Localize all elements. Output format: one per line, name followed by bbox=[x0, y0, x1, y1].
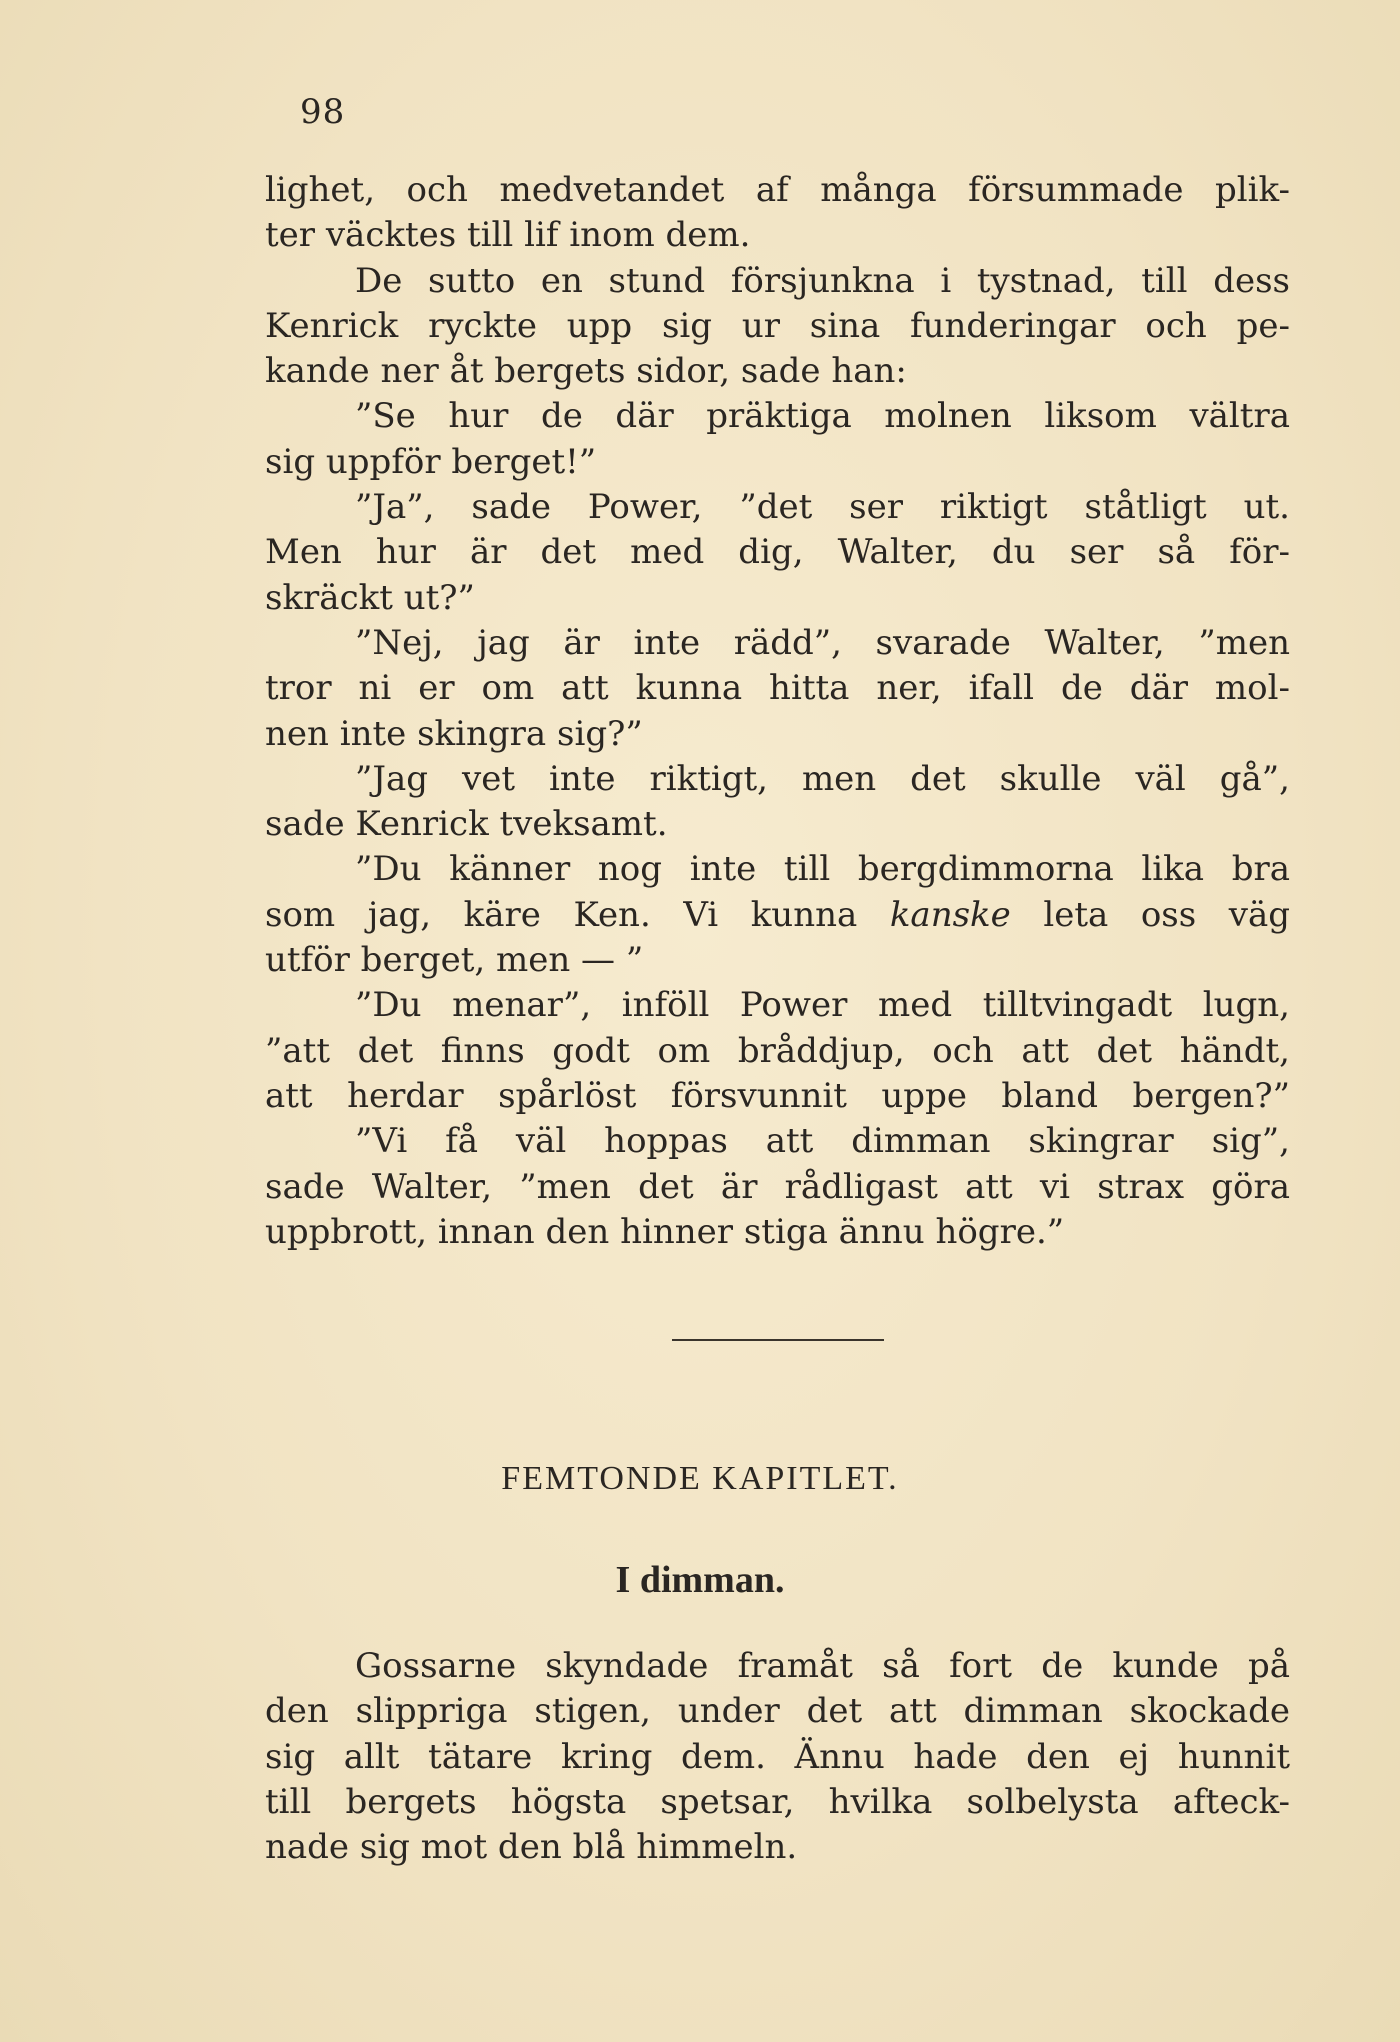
text-line: sig uppför berget!” bbox=[265, 441, 597, 482]
body-text bbox=[265, 168, 1290, 1255]
text-line: lighet, och medvetandet af många försummade plik- bbox=[265, 170, 1290, 210]
text-line: den slippriga stigen, under det att dimman skockade bbox=[265, 1691, 1290, 1732]
text-line: ter väcktes till lif inom dem. bbox=[265, 215, 751, 256]
text-line: nen inte skingra sig?” bbox=[265, 713, 643, 754]
text-line: ”Vi få väl hoppas att dimman skingrar sig”, bbox=[355, 1121, 1290, 1162]
text-line: sade Kenrick tveksamt. bbox=[265, 804, 668, 845]
text-line: ”Du menar”, inföll Power med tilltvingadt lugn, bbox=[355, 985, 1290, 1026]
text-line: tror ni er om att kunna hitta ner, ifall de där mol- bbox=[265, 668, 1290, 709]
text-line: Men hur är det med dig, Walter, du ser så för- bbox=[265, 532, 1290, 573]
text-line: nade sig mot den blå himmeln. bbox=[265, 1827, 798, 1868]
page-number: 98 bbox=[300, 92, 346, 132]
text-line: ”Ja”, sade Power, ”det ser riktigt ståtligt ut. bbox=[355, 487, 1290, 528]
text-line: att herdar spårlöst försvunnit uppe bland bergen?” bbox=[265, 1075, 1290, 1116]
text-line: ”Jag vet inte riktigt, men det skulle väl gå”, bbox=[355, 758, 1290, 799]
chapter-title: I dimman. bbox=[615, 1559, 785, 1601]
text-line: sig allt tätare kring dem. Ännu hade den ej hunnit bbox=[265, 1736, 1290, 1777]
italic-word: kanske bbox=[889, 894, 1011, 935]
text-line: till bergets högsta spetsar, hvilka solbelysta afteck- bbox=[265, 1781, 1290, 1822]
text-line: Gossarne skyndade framåt så fort de kunde på bbox=[355, 1646, 1290, 1686]
text-segment: som jag, käre Ken. Vi kunna bbox=[265, 894, 890, 935]
chapter-heading: FEMTONDE KAPITLET. bbox=[501, 1460, 899, 1497]
text-line: ”Se hur de där präktiga molnen liksom vältra bbox=[355, 396, 1290, 437]
text-line: utför berget, men — ” bbox=[265, 940, 644, 981]
text-line: Kenrick ryckte upp sig ur sina funderingar och pe- bbox=[265, 305, 1290, 346]
text-line: De sutto en stund försjunkna i tystnad, till dess bbox=[355, 260, 1290, 301]
section-divider bbox=[672, 1339, 884, 1341]
text-line: sade Walter, ”men det är rådligast att vi strax göra bbox=[265, 1166, 1290, 1207]
text-line-with-italic bbox=[265, 893, 1290, 938]
text-segment: leta oss väg bbox=[1010, 894, 1290, 935]
text-line: uppbrott, innan den hinner stiga ännu högre.” bbox=[265, 1211, 1065, 1252]
chapter-body-text bbox=[265, 1644, 1290, 1870]
text-line: kande ner åt bergets sidor, sade han: bbox=[265, 351, 907, 392]
text-line: ”Nej, jag är inte rädd”, svarade Walter, ”men bbox=[355, 622, 1290, 663]
text-line: ”Du känner nog inte till bergdimmorna lika bra bbox=[355, 849, 1290, 890]
text-line: ”att det finns godt om bråddjup, och att det händt, bbox=[265, 1030, 1290, 1071]
text-line: skräckt ut?” bbox=[265, 577, 475, 618]
